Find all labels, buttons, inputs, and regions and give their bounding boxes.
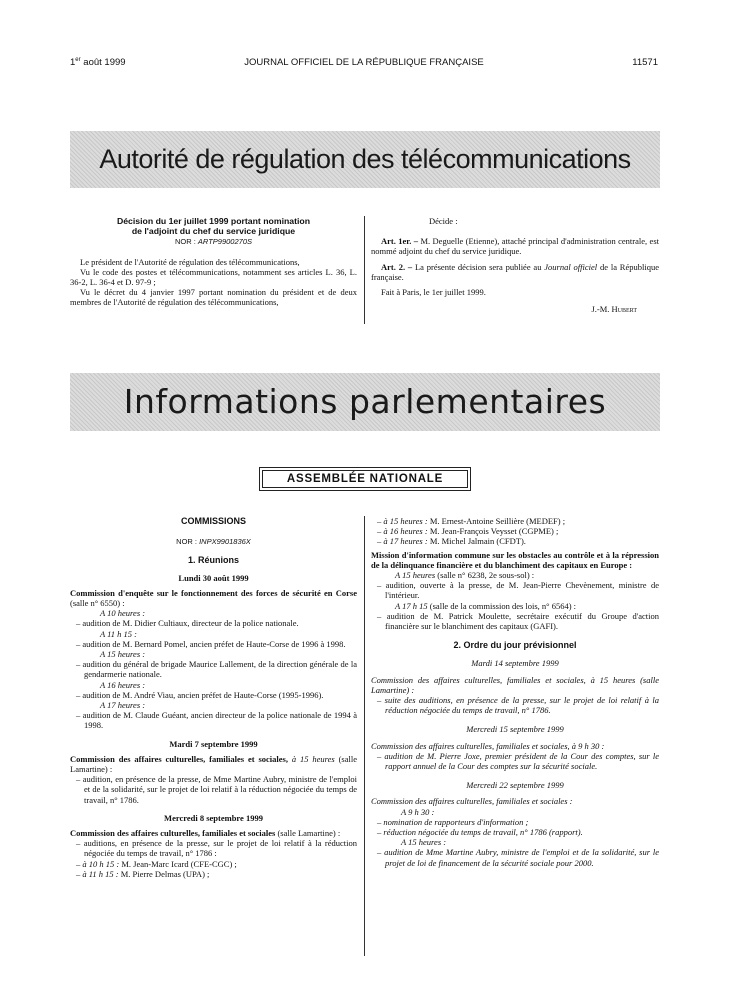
- time-17h: A 17 heures :: [100, 700, 146, 711]
- decision-nor: NOR : ARTP9900270S: [175, 237, 252, 247]
- ordre-du-jour-title: 2. Ordre du jour prévisionnel: [453, 640, 577, 651]
- mission-information-title: Mission d'information commune sur les obstacles au contrôle et à la répression de la délinquance financière et du blanchiment des capitaux en Europe :: [371, 549, 659, 570]
- time-10h: A 10 heures :: [100, 608, 146, 619]
- audition-seilliere: – à 15 heures : M. Ernest-Antoine Seillière (MEDEF) ;: [377, 516, 566, 526]
- audition-chevenement: – audition, ouverte à la presse, de M. Jean-Pierre Chevènement, ministre de l'intérieur.: [377, 580, 659, 601]
- audition-jalmain: – à 17 heures : M. Michel Jalmain (CFDT).: [377, 536, 526, 547]
- page-number: 11571: [632, 57, 658, 68]
- auditions-presse: – auditions, en présence de la presse, sur le projet de loi relatif à la réduction négociée du temps de travail, n° 1786 :: [76, 838, 357, 859]
- time-11h15: A 11 h 15 :: [100, 628, 137, 639]
- date-mardi-7-septembre: Mardi 7 septembre 1999: [169, 738, 258, 749]
- commission-enquete: Commission d'enquête sur le fonctionnement des forces de sécurité en Corse (salle n° 6550) :: [70, 587, 357, 609]
- assemblee-nationale-box: [259, 467, 471, 491]
- time-16h: A 16 heures :: [100, 679, 146, 690]
- ordre-time-9h30: A 9 h 30 :: [401, 806, 435, 817]
- audition-cultiaux: – audition de M. Didier Cultiaux, directeur de la police nationale.: [76, 618, 299, 629]
- ordre-suite-auditions: – suite des auditions, en présence de la presse, sur le projet de loi relatif à la réduction négociée du temps de travail, n° 1786.: [377, 695, 659, 716]
- audition-gueant: – audition de M. Claude Guéant, ancien directeur de la police nationale de 1994 à 1998.: [76, 710, 357, 731]
- commissions-left-column: [70, 516, 357, 879]
- audition-icard: – à 10 h 15 : M. Jean-Marc Icard (CFE-CGC) ;: [76, 858, 237, 869]
- reunions-title: 1. Réunions: [187, 555, 239, 566]
- article-2: Art. 2. – La présente décision sera publiée au Journal officiel de la République française.: [371, 261, 659, 282]
- date-mercredi-15-septembre: Mercredi 15 septembre 1999: [466, 724, 564, 735]
- commissions-right-column: [371, 516, 659, 868]
- audition-moulette: – audition de M. Patrick Moulette, secrétaire exécutif du Groupe d'action financière sur le blanchiment des capitaux (GAFI).: [377, 610, 659, 632]
- banner-informations-parlementaires: Informations parlementaires: [70, 373, 660, 431]
- assemblee-nationale-title: ASSEMBLÉE NATIONALE: [286, 473, 444, 485]
- ordre-audition-aubry: – audition de Mme Martine Aubry, ministre de l'emploi et de la solidarité, sur le projet de loi de financement de la sécurité sociale pour 2000.: [377, 847, 659, 868]
- decision-right-column: [371, 216, 659, 314]
- banner-autorite: Autorité de régulation des télécommunications: [70, 131, 660, 188]
- column-divider-2: [364, 516, 365, 956]
- date-mercredi-22-septembre: Mercredi 22 septembre 1999: [466, 780, 564, 791]
- audition-veysset: – à 16 heures : M. Jean-François Veysset (CGPME) ;: [377, 526, 559, 537]
- article-1: Art. 1er. – M. Deguelle (Etienne), attaché principal d'administration centrale, est nommé adjoint du chef du service juridique.: [371, 236, 659, 257]
- audition-pomel: – audition de M. Bernard Pomel, ancien préfet de Haute-Corse de 1996 à 1998.: [76, 638, 346, 649]
- ordre-commission-3: Commission des affaires culturelles, familiales et sociales :: [371, 796, 573, 807]
- mission-time-17h15: A 17 h 15 (salle de la commission des lois, n° 6564) :: [395, 600, 577, 611]
- decision-title-line2: de l'adjoint du chef du service juridique: [131, 226, 296, 237]
- ordre-commission-2: Commission des affaires culturelles, familiales et sociales, à 9 h 30 :: [371, 740, 605, 751]
- commission-affaires-culturelles-1: Commission des affaires culturelles, familiales et sociales, à 15 heures (salle Lamartine) :: [70, 753, 357, 775]
- page-header: [70, 57, 658, 71]
- ordre-audition-joxe: – audition de M. Pierre Joxe, premier président de la Cour des comptes, sur le rapport annuel de la Cour des comptes sur la sécurité sociale.: [377, 750, 659, 772]
- signature: J.-M. Hubert: [591, 304, 637, 315]
- column-divider: [364, 216, 365, 324]
- ordre-commission-1: Commission des affaires culturelles, familiales et sociales, à 15 heures (salle Lamartine) :: [371, 674, 659, 695]
- decision-para1: Le président de l'Autorité de régulation des télécommunications,: [80, 256, 300, 267]
- issue-date: 1er août 1999: [70, 57, 126, 69]
- mission-time-15h: A 15 heures (salle n° 6238, 2e sous-sol) :: [395, 570, 535, 581]
- decision-para2: Vu le code des postes et télécommunications, notamment ses articles L. 36, L. 36-2, L. 36-4 et D. 97-9 ;: [70, 266, 357, 288]
- audition-viau: – audition de M. André Viau, ancien préfet de Haute-Corse (1995-1996).: [76, 689, 324, 700]
- fait-a-paris: Fait à Paris, le 1er juillet 1999.: [381, 287, 486, 298]
- time-15h: A 15 heures :: [100, 649, 146, 660]
- audition-delmas: – à 11 h 15 : M. Pierre Delmas (UPA) ;: [76, 868, 210, 879]
- commission-affaires-culturelles-2: Commission des affaires culturelles, familiales et sociales (salle Lamartine) :: [70, 828, 341, 839]
- decision-left-column: [70, 216, 357, 308]
- commissions-nor: NOR : INPX9901836X: [176, 537, 251, 547]
- decision-para3: Vu le décret du 4 janvier 1997 portant nomination du président et de deux membres de l'Autorité de régulation des télécommunications,: [70, 287, 357, 308]
- ordre-time-15h: A 15 heures :: [401, 837, 447, 848]
- audition-lallement: – audition du général de brigade Maurice Lallement, de la direction générale de la gendarmerie nationale.: [76, 659, 357, 680]
- journal-title: JOURNAL OFFICIEL DE LA RÉPUBLIQUE FRANÇAISE: [244, 57, 484, 68]
- date-lundi-30-aout: Lundi 30 août 1999: [178, 572, 249, 583]
- date-mardi-14-septembre: Mardi 14 septembre 1999: [471, 658, 559, 669]
- ordre-nomination-rapporteurs: – nomination de rapporteurs d'information ;: [377, 816, 529, 827]
- decide-label: Décide :: [429, 216, 458, 226]
- date-mercredi-8-septembre: Mercredi 8 septembre 1999: [164, 812, 263, 823]
- ordre-reduction-temps-travail: – réduction négociée du temps de travail, n° 1786 (rapport).: [377, 827, 583, 838]
- commissions-title: COMMISSIONS: [180, 516, 246, 526]
- decision-title-line1: Décision du 1er juillet 1999 portant nomination: [116, 216, 311, 226]
- audition-aubry: – audition, en présence de la presse, de Mme Martine Aubry, ministre de l'emploi et de la solidarité, sur le projet de loi relatif à la réduction négociée du temps de travail, n° 1786.: [76, 774, 357, 805]
